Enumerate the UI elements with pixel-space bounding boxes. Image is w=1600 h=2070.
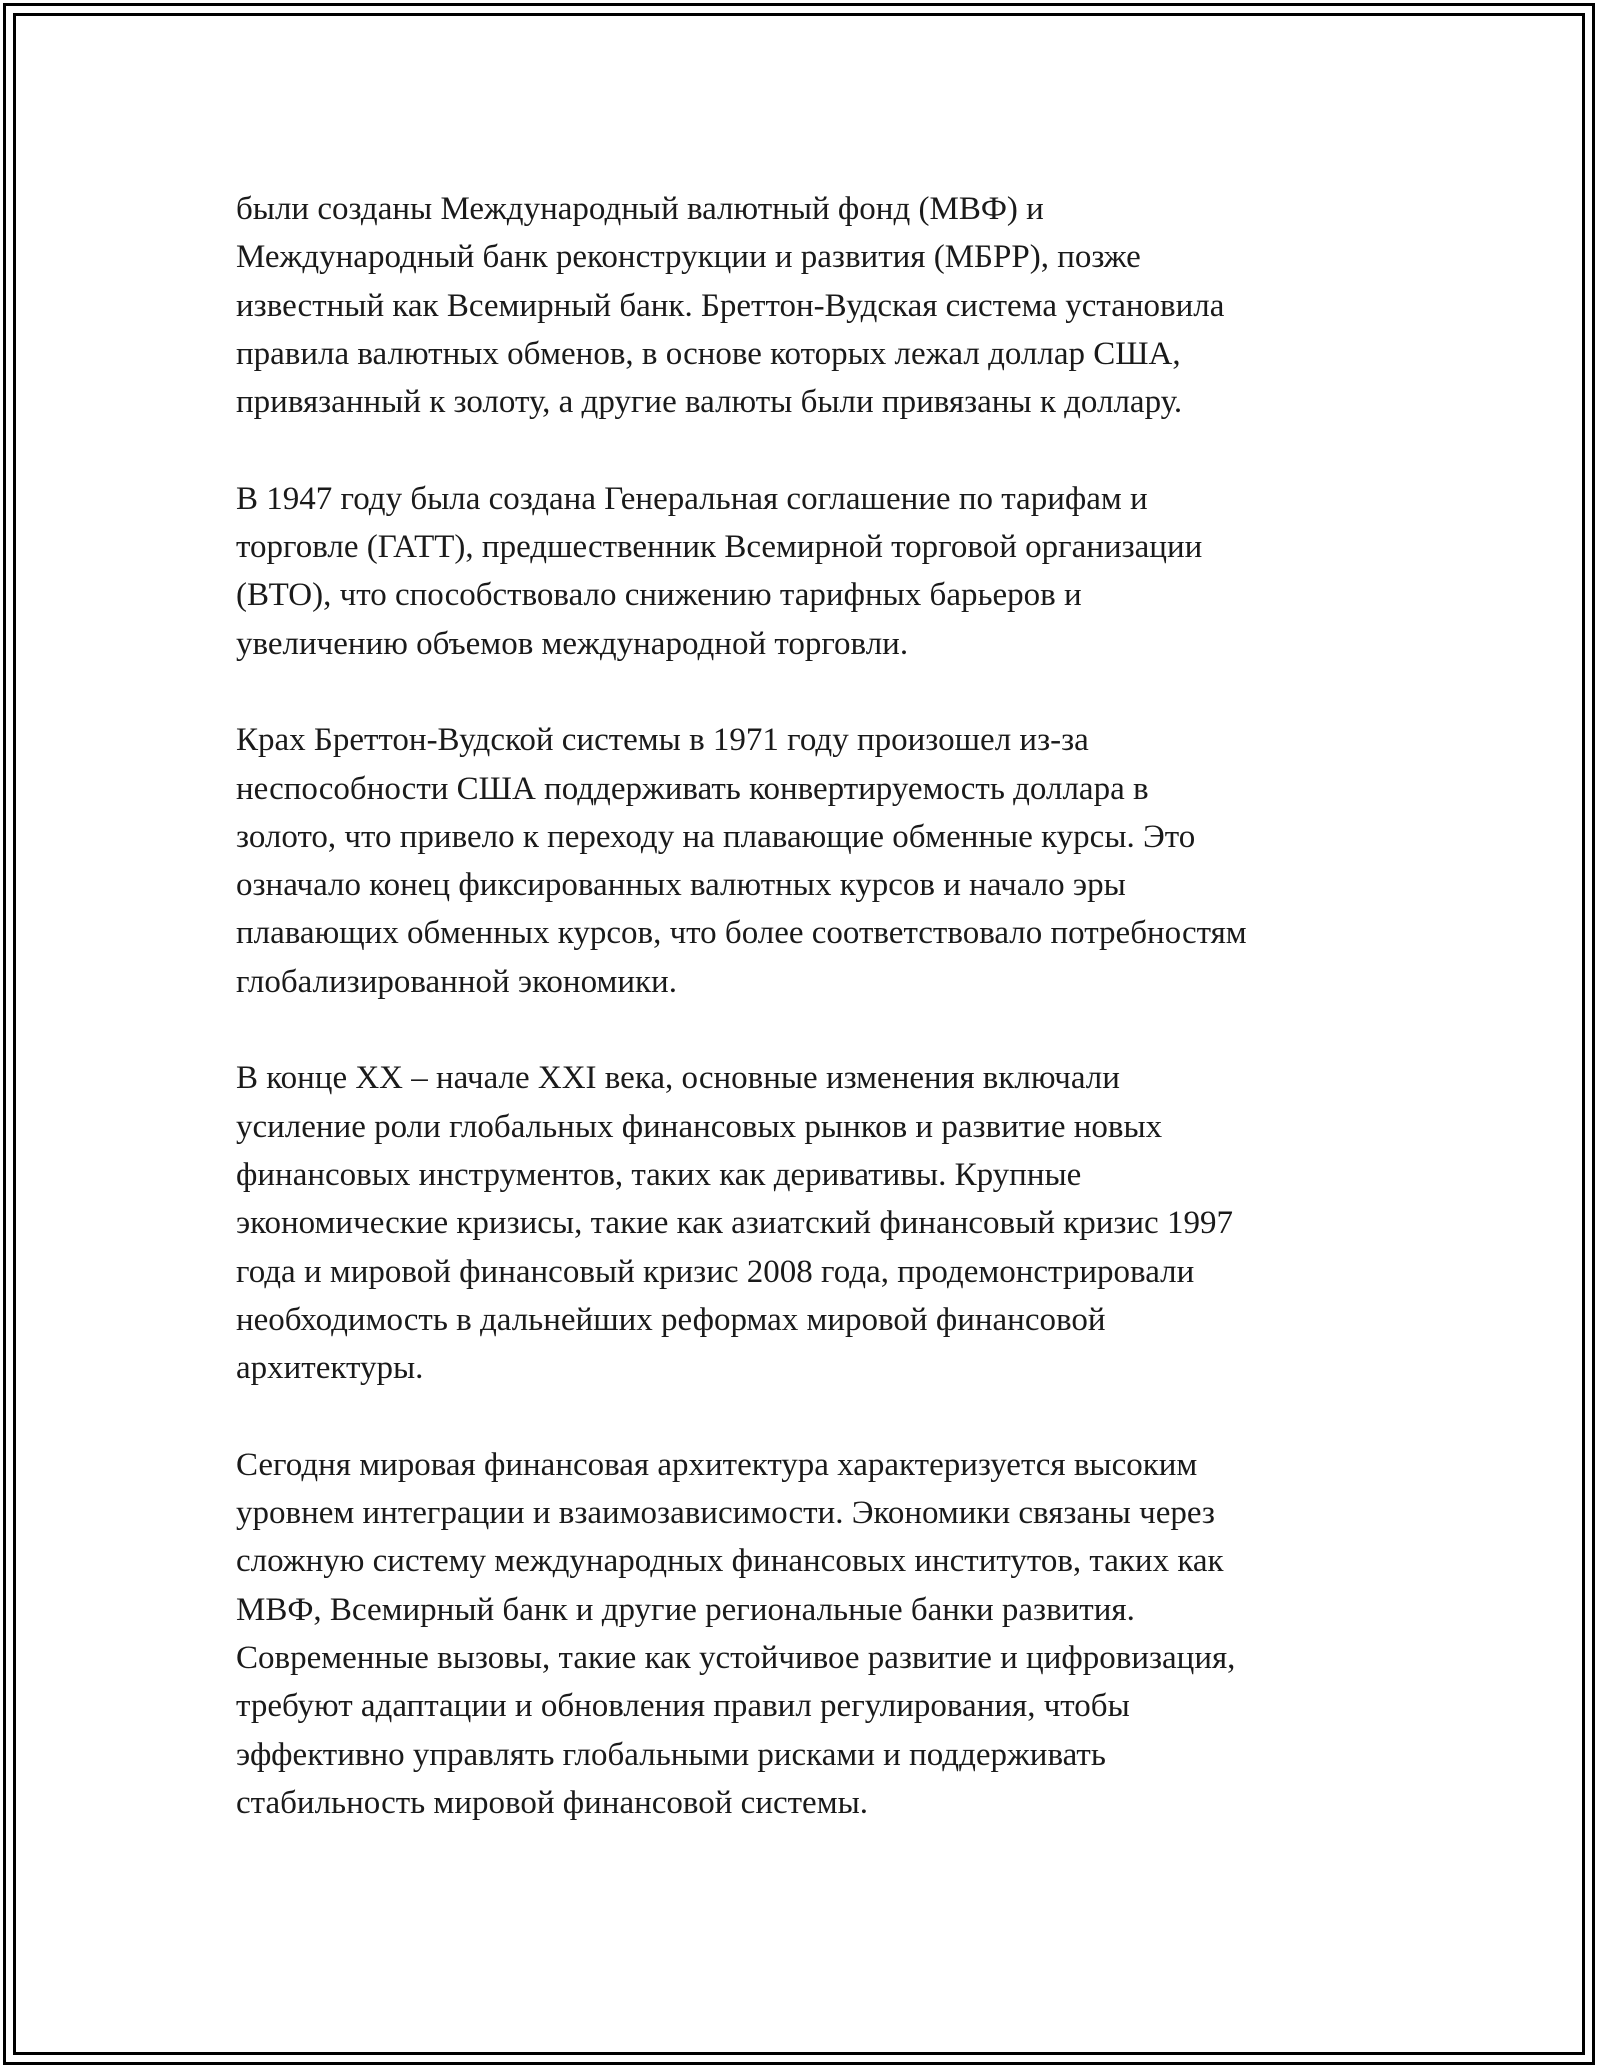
paragraph-bretton-woods-collapse: Крах Бреттон-Вудской системы в 1971 году произошел из-за неспособности США поддерживать конвертируемость доллара в золото, что привело к переходу на плавающие обменные курсы. Это означало конец фиксированных валютных курсов и начало эры плавающих обменных курсов, что более соответствовало потребностям глобализированной экономики. [236, 722, 1247, 1000]
document-body [236, 185, 1396, 1875]
paragraph-bretton-woods-institutions: были созданы Международный валютный фонд (МВФ) и Международный банк реконструкции и развития (МБРР), позже известный как Всемирный банк. Бреттон-Вудская система установила правила валютных обменов, в основе которых лежал доллар США, привязанный к золоту, а другие валюты были привязаны к доллару. [236, 191, 1225, 421]
paragraph-gatt: В 1947 году была создана Генеральная соглашение по тарифам и торговле (ГАТТ), предшественник Всемирной торговой организации (ВТО), что способствовало снижению тарифных барьеров и увеличению объемов международной торговли. [236, 480, 1203, 662]
paragraph-today: Сегодня мировая финансовая архитектура характеризуется высоким уровнем интеграции и взаимозависимости. Экономики связаны через сложную систему международных финансовых институтов, таких как МВФ, Всемирный банк и другие региональные банки развития. Современные вызовы, такие как устойчивое развитие и цифровизация, требуют адаптации и обновления правил регулирования, чтобы эффективно управлять глобальными рисками и поддерживать стабильность мировой финансовой системы. [236, 1446, 1236, 1821]
paragraph-late-20th-century: В конце XX – начале XXI века, основные изменения включали усиление роли глобальных финансовых рынков и развитие новых финансовых инструментов, таких как деривативы. Крупные экономические кризисы, такие как азиатский финансовый кризис 1997 года и мировой финансовый кризис 2008 года, продемонстрировали необходимость в дальнейших реформах мировой финансовой архитектуры. [236, 1060, 1233, 1387]
